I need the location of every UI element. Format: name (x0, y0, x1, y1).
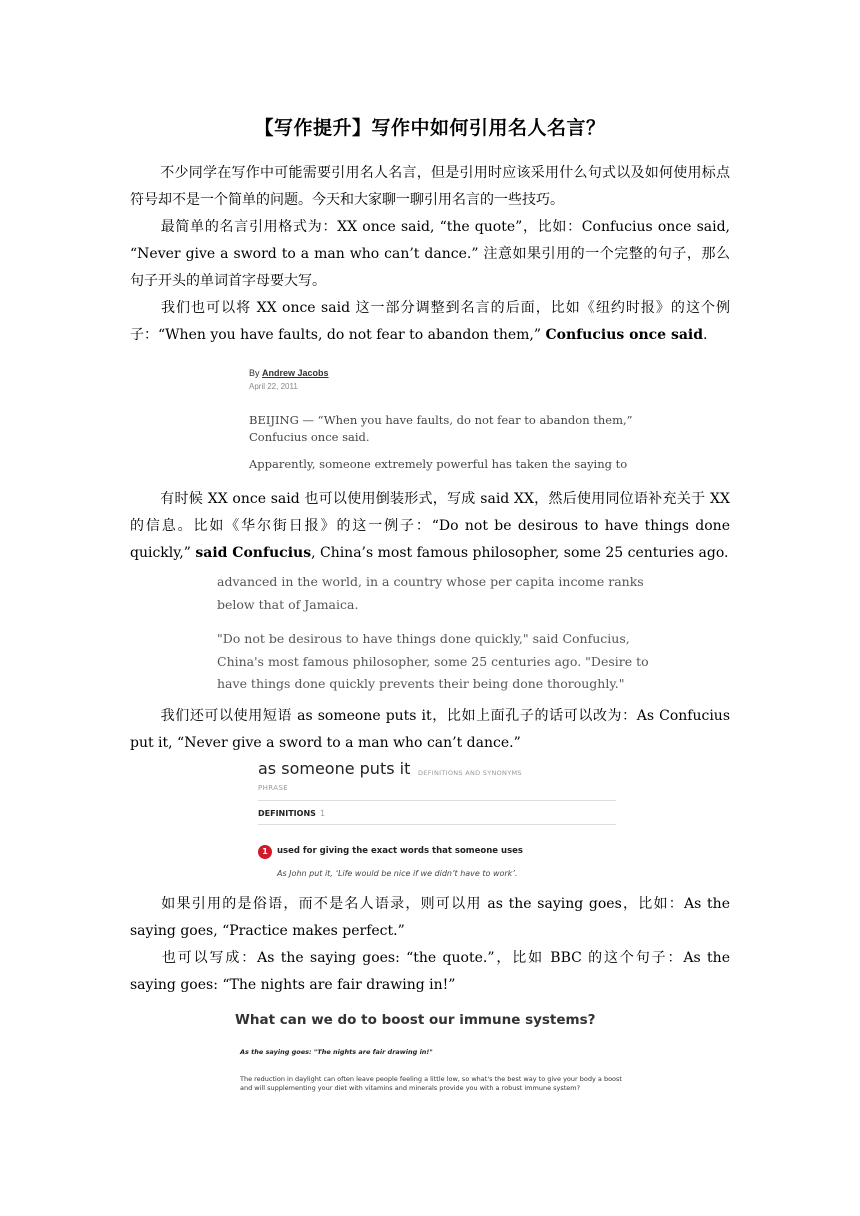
page-title: 【写作提升】写作中如何引用名人名言？ (254, 117, 606, 139)
article-line: Confucius once said. (249, 430, 370, 444)
bbc-screenshot (232, 1008, 632, 1108)
article-line: have things done quickly prevents their being done thoroughly." (217, 676, 625, 691)
nyt-screenshot (243, 362, 633, 476)
bold-phrase: said Confucius (195, 545, 312, 561)
article-line: Apparently, someone extremely powerful has taken the saying to (249, 457, 628, 471)
article-date: April 22, 2011 (249, 382, 298, 391)
paragraph-end: . (703, 327, 708, 343)
paragraph-text: 如果引用的是俗语，而不是名人语录，则可以用 as the saying goes，比如：As the saying goes, “Practice makes perfect.” (130, 896, 730, 939)
definitions-label: DEFINITIONS (258, 809, 316, 818)
article-quote: As the saying goes: "The nights are fair drawing in!" (240, 1048, 433, 1056)
paragraph-end: , China’s most famous philosopher, some 25 centuries ago. (311, 545, 729, 561)
byline: By Andrew Jacobs (249, 368, 329, 378)
part-of-speech: PHRASE (258, 784, 289, 792)
article-line: "Do not be desirous to have things done quickly," said Confucius, (217, 631, 630, 646)
paragraph-saying (130, 891, 730, 945)
divider (258, 824, 616, 825)
article-headline: What can we do to boost our immune systems? (235, 1012, 596, 1028)
article-line: below that of Jamaica. (217, 597, 359, 612)
headword: as someone puts it (258, 759, 411, 778)
paragraph-text: 也可以写成：As the saying goes: “the quote.”，比如 BBC 的这个句子：As the saying goes: “The nights are fair drawing in!” (130, 950, 730, 993)
article-body: The reduction in daylight can often leave people feeling a little low, so what's the best way to give your body a boost and will supplementing your diet with vitamins and minerals provide you with a robust immune system? (240, 1075, 622, 1092)
definition-text: used for giving the exact words that someone uses (277, 846, 523, 856)
paragraph-inversion (130, 486, 730, 567)
paragraph-text: 最简单的名言引用格式为：XX once said, “the quote”，比如：Confucius once said, “Never give a sword to a man who can’t dance.” 注意如果引用的一个完整的句子，那么句子开头的单词首字母要大写。 (130, 219, 730, 289)
paragraph-nyt-example (130, 295, 730, 349)
paragraph-intro (130, 160, 730, 214)
definitions-count: 1 (320, 809, 326, 818)
paragraph-text: 我们还可以使用短语 as someone puts it，比如上面孔子的话可以改为：As Confucius put it, “Never give a sword to a man who can’t dance.” (130, 708, 730, 751)
wsj-screenshot (212, 570, 649, 694)
paragraph-text: 不少同学在写作中可能需要引用名人名言，但是引用时应该采用什么句式以及如何使用标点符号却不是一个简单的问题。今天和大家聊一聊引用名言的一些技巧。 (130, 165, 730, 208)
synonyms-label: DEFINITIONS AND SYNONYMS (418, 769, 522, 777)
paragraph-bbc (130, 945, 730, 999)
author-link: Andrew Jacobs (262, 368, 329, 378)
paragraph-basic-format (130, 214, 730, 295)
dictionary-screenshot (252, 757, 622, 887)
bold-phrase: Confucius once said (545, 327, 704, 343)
article-line: BEIJING — “When you have faults, do not fear to abandon them,” (249, 413, 633, 427)
example-sentence: As John put it, ‘Life would be nice if we didn’t have to work’. (277, 869, 518, 878)
paragraph-text: 有时候 XX once said 也可以使用倒装形式，写成 said XX，然后使用同位语补充关于 XX 的信息。比如《华尔街日报》的这一例子：“Do not be desirous to have things done quickly,” (130, 491, 730, 561)
paragraph-text: 我们也可以将 XX once said 这一部分调整到名言的后面，比如《纽约时报》的这个例子：“When you have faults, do not fear to abandon them,” (130, 300, 730, 343)
article-line: China's most famous philosopher, some 25 centuries ago. "Desire to (217, 654, 649, 669)
definition-number-badge: 1 (258, 845, 272, 859)
paragraph-puts-it (130, 703, 730, 757)
divider (258, 800, 616, 801)
article-line: advanced in the world, in a country whose per capita income ranks (217, 574, 644, 589)
